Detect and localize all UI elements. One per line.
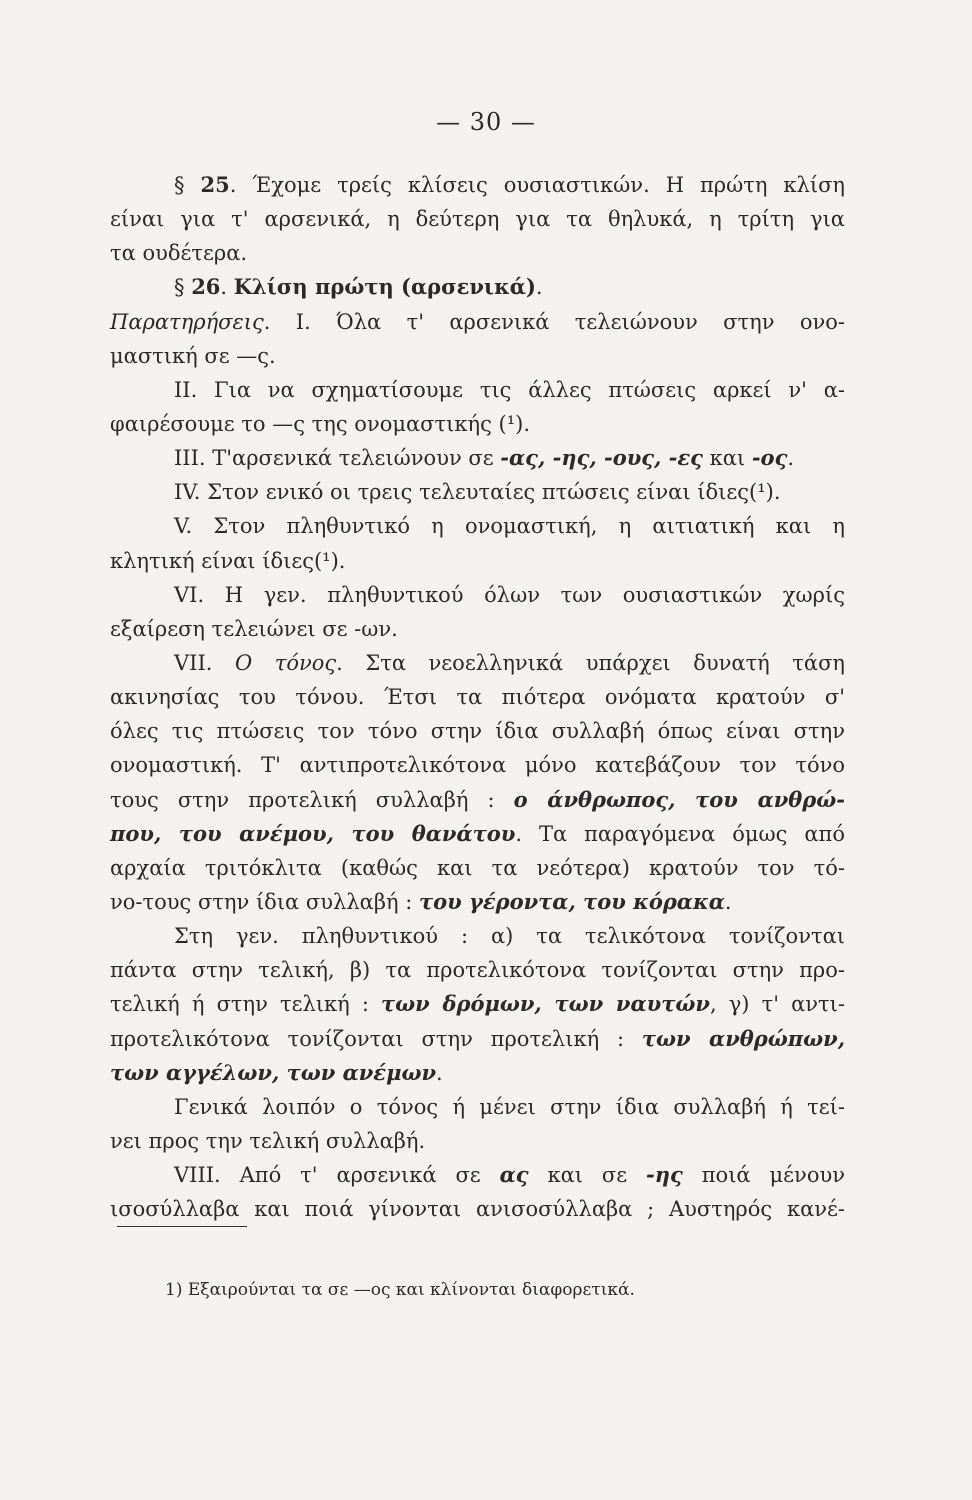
text-segment: -ος <box>751 445 788 471</box>
text-segment: φαιρέσουμε το —ς της ονομαστικής (¹). <box>110 411 530 436</box>
text-segment: ο άνθρωπος, του ανθρώ- <box>513 786 845 812</box>
text-line <box>110 202 845 236</box>
text-segment: ποιά μένουν <box>682 1163 845 1188</box>
text-line <box>110 236 845 270</box>
text-segment: . Τα παραγόμενα όμως από <box>515 821 846 846</box>
text-line <box>110 339 845 373</box>
text-segment: των αγγέλων, των ανέμων <box>110 1059 437 1085</box>
text-line <box>110 1090 845 1124</box>
text-segment: και <box>702 446 752 471</box>
text-segment: τα ουδέτερα. <box>110 241 248 266</box>
text-line <box>110 987 845 1021</box>
text-segment: , γ) τ' αντι- <box>709 992 845 1017</box>
text-segment: μαστική σε —ς. <box>110 343 276 368</box>
text-line <box>110 714 845 748</box>
text-segment: Ο τόνος <box>234 650 337 675</box>
text-segment: -ας, -ης, -ους, -ες <box>500 445 703 471</box>
text-segment: . <box>724 889 732 914</box>
text-line <box>110 817 845 851</box>
text-segment: και σε <box>528 1163 647 1188</box>
text-segment: τους στην προτελική συλλαβή : <box>110 787 514 812</box>
text-segment: αρχαία τριτόκλιτα (καθώς και τα νεότερα) κρατούν τον τό- <box>110 855 845 880</box>
text-line <box>110 646 845 680</box>
text-line <box>110 1124 845 1158</box>
text-line <box>110 373 845 407</box>
text-segment: νει προς την τελική συλλαβή. <box>110 1128 426 1153</box>
text-line <box>110 1192 845 1226</box>
text-line <box>110 168 845 202</box>
text-line <box>110 475 845 509</box>
text-line <box>110 612 845 646</box>
text-line <box>110 1056 845 1090</box>
text-segment: ΙV. Στον ενικό οι τρεις τελευταίες πτώσεις είναι ίδιες(¹). <box>174 480 781 505</box>
text-segment: ΙΙ. Για να σχηματίσουμε τις άλλες πτώσεις αρκεί ν' α- <box>174 377 845 402</box>
text-segment: . Στα νεοελληνικά υπάρχει δυνατή τάση <box>336 650 846 675</box>
text-segment: νο-τους στην ίδια συλλαβή : <box>110 889 419 914</box>
text-segment: . Έχομε τρείς κλίσεις ουσιαστικών. Η πρώτη κλίση <box>229 173 845 197</box>
text-line <box>110 919 845 953</box>
text-line <box>110 441 845 475</box>
text-segment: ας <box>499 1162 529 1188</box>
text-segment: κλητική είναι ίδιες(¹). <box>110 548 346 573</box>
text-segment: τελική ή στην τελική : <box>110 992 382 1017</box>
text-segment: ισοσύλλαβα και ποιά γίνονται ανισοσύλλαβα ; Αυστηρός κανέ- <box>110 1197 845 1222</box>
text-segment: Παρατηρήσεις <box>110 309 264 334</box>
text-line <box>110 1022 845 1056</box>
text-line <box>110 953 845 987</box>
text-line <box>110 885 845 919</box>
text-segment: Στη γεν. πληθυντικού : α) τα τελικότονα τονίζονται <box>174 924 845 949</box>
text-segment: V. Στον πληθυντικό η ονομαστική, η αιτιατική και η <box>174 514 845 539</box>
text-segment: προτελικότονα τονίζονται στην προτελική : <box>110 1026 642 1051</box>
text-segment: -ης <box>646 1162 683 1188</box>
text-segment: ονομαστική. Τ' αντιπροτελικότονα μόνο κατεβάζουν τον τόνο <box>110 753 845 778</box>
text-segment: § <box>174 275 192 300</box>
text-segment: . <box>220 275 234 300</box>
text-segment: VΙΙ. <box>174 650 235 675</box>
text-segment: πάντα στην τελική, β) τα προτελικότονα τονίζονται στην προ- <box>110 958 845 983</box>
text-line <box>110 305 845 339</box>
text-segment: . <box>787 446 795 471</box>
text-line <box>110 783 845 817</box>
body-text <box>110 168 845 1226</box>
text-segment: Γενικά λοιπόν ο τόνος ή μένει στην ίδια συλλαβή ή τεί- <box>174 1094 845 1119</box>
text-segment: όλες τις πτώσεις τον τόνο στην ίδια συλλαβή όπως είναι στην <box>110 719 845 744</box>
text-line <box>110 270 845 304</box>
text-segment: των δρόμων, των ναυτών <box>381 991 710 1017</box>
text-line <box>110 1158 845 1192</box>
page-number: — 30 — <box>436 108 536 136</box>
text-segment: εξαίρεση τελειώνει σε -ων. <box>110 616 398 641</box>
text-segment: Κλίση πρώτη (αρσενικά) <box>233 274 536 300</box>
text-segment: § <box>174 173 201 197</box>
text-line <box>110 407 845 441</box>
text-segment: 26 <box>191 274 221 300</box>
text-segment: VΙ. Η γεν. πληθυντικού όλων των ουσιαστικών χωρίς <box>174 582 845 607</box>
text-segment: . <box>436 1060 443 1085</box>
text-line <box>110 851 845 885</box>
text-segment: . <box>535 275 543 300</box>
text-line <box>110 544 845 578</box>
text-line <box>110 578 845 612</box>
text-segment: του γέροντα, του κόρακα <box>418 888 725 914</box>
text-segment: VΙΙΙ. Από τ' αρσενικά σε <box>174 1163 500 1188</box>
text-segment: των ανθρώπων, <box>641 1025 846 1051</box>
footnote-divider <box>117 1226 247 1227</box>
text-segment: . Ι. Όλα τ' αρσενικά τελειώνουν στην ονο- <box>263 309 845 334</box>
text-segment: 25 <box>200 172 230 197</box>
text-segment: ΙΙΙ. Τ'αρσενικά τελειώνουν σε <box>174 446 501 471</box>
text-line <box>110 748 845 782</box>
text-line <box>110 509 845 543</box>
text-segment: που, του ανέμου, του θανάτου <box>110 820 516 846</box>
text-segment: είναι για τ' αρσενικά, η δεύτερη για τα θηλυκά, η τρίτη για <box>110 207 845 232</box>
footnote: 1) Εξαιρούνται τα σε —ος και κλίνονται διαφορετικά. <box>165 1280 635 1300</box>
text-segment: ακινησίας του τόνου. Έτσι τα πιότερα ονόματα κρατούν σ' <box>110 685 845 710</box>
text-line <box>110 680 845 714</box>
